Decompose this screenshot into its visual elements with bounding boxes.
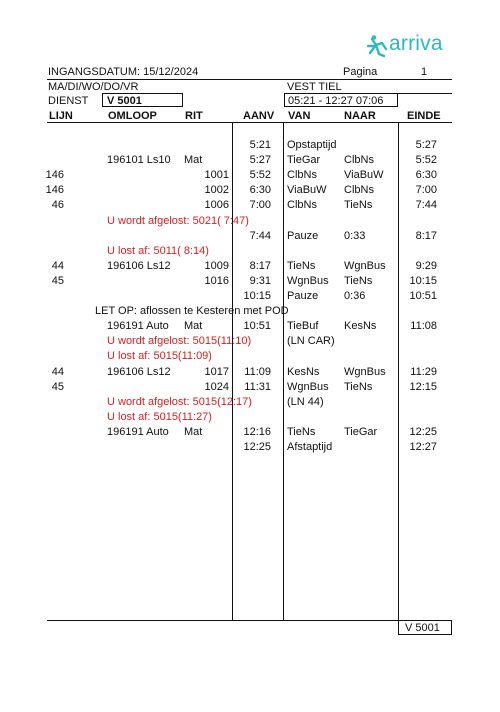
- cell-rit: 1017: [204, 366, 229, 378]
- cell-naar: TieGar: [344, 426, 378, 438]
- dagen: MA/DI/WO/DO/VR: [48, 81, 139, 93]
- cell-aanv: 6:30: [249, 184, 271, 196]
- cell-naar: 0:33: [344, 230, 366, 242]
- locatie: VEST TIEL: [287, 81, 342, 93]
- row-note: LET OP: aflossen te Kesteren met POD: [95, 305, 289, 317]
- row-note: U wordt afgelost: 5015(11:10): [107, 335, 252, 347]
- col-van: VAN: [288, 110, 311, 122]
- cell-van: (LN CAR): [287, 335, 335, 347]
- cell-aanv: 5:27: [249, 154, 271, 166]
- cell-einde: 9:29: [415, 260, 437, 272]
- header-line: [47, 79, 452, 80]
- dienst-nummer: V 5001: [107, 95, 142, 107]
- cell-aanv: 10:15: [243, 290, 271, 302]
- cell-aanv: 8:17: [249, 260, 271, 272]
- cell-naar: ViaBuW: [344, 169, 384, 181]
- cell-rit: Mat: [184, 426, 203, 438]
- cell-naar: TieNs: [344, 275, 373, 287]
- cell-van: (LN 44): [287, 396, 324, 408]
- cell-rit: 1006: [204, 199, 229, 211]
- row-note: U lost af: 5015(11:09): [107, 350, 212, 362]
- cell-aanv: 12:16: [243, 426, 271, 438]
- cell-aanv: 9:31: [249, 275, 271, 287]
- cell-van: ViaBuW: [287, 184, 327, 196]
- brand-name: arriva: [389, 32, 443, 55]
- cell-naar: 0:36: [344, 290, 366, 302]
- cell-aanv: 7:44: [249, 230, 271, 242]
- col-naar: NAAR: [344, 110, 376, 122]
- cell-rit: 1002: [204, 184, 229, 196]
- cell-einde: 7:44: [415, 199, 437, 211]
- cell-einde: 7:00: [415, 184, 437, 196]
- cell-van: Pauze: [287, 230, 319, 242]
- cell-lijn: 44: [51, 366, 64, 378]
- cell-einde: 12:25: [409, 426, 437, 438]
- cell-aanv: 11:31: [244, 381, 271, 393]
- cell-einde: 11:08: [410, 320, 437, 332]
- cell-van: KesNs: [287, 366, 320, 378]
- cell-einde: 10:15: [409, 275, 437, 287]
- cell-rit: Mat: [184, 154, 203, 166]
- cell-einde: 8:17: [415, 230, 437, 242]
- cell-lijn: 45: [51, 381, 64, 393]
- cell-omloop: 196101 Ls10: [107, 154, 171, 166]
- cell-van: ClbNs: [287, 169, 317, 181]
- cell-van: TieNs: [287, 260, 316, 272]
- cell-rit: 1009: [204, 260, 229, 272]
- cell-omloop: 196106 Ls12: [107, 366, 171, 378]
- cell-van: WgnBus: [287, 381, 329, 393]
- dienst-tijden: 05:21 - 12:27 07:06: [288, 95, 384, 107]
- dienst-label: DIENST: [48, 95, 89, 107]
- cell-naar: ClbNs: [344, 184, 374, 196]
- cell-naar: ClbNs: [344, 154, 374, 166]
- row-note: U lost af: 5011( 8:14): [107, 245, 209, 257]
- col-lijn: LIJN: [49, 110, 73, 122]
- cell-omloop: 196191 Auto: [107, 426, 169, 438]
- cell-aanv: 5:21: [249, 139, 271, 151]
- cell-lijn: 46: [51, 199, 64, 211]
- cell-van: Opstaptijd: [287, 139, 337, 151]
- cell-van: ClbNs: [287, 199, 317, 211]
- cell-rit: 1016: [204, 275, 229, 287]
- cell-rit: 1024: [204, 381, 229, 393]
- row-note: U lost af: 5015(11:27): [107, 411, 212, 423]
- cell-omloop: 196191 Auto: [107, 320, 169, 332]
- columns-line: [47, 122, 452, 123]
- cell-naar: KesNs: [344, 320, 377, 332]
- cell-aanv: 12:25: [243, 441, 271, 453]
- cell-aanv: 10:51: [243, 320, 271, 332]
- arriva-logo: [366, 32, 460, 60]
- cell-van: WgnBus: [287, 275, 329, 287]
- cell-rit: 1001: [204, 169, 229, 181]
- cell-van: TieNs: [287, 426, 316, 438]
- cell-lijn: 45: [51, 275, 64, 287]
- cell-einde: 12:15: [409, 381, 437, 393]
- ingangsdatum: INGANGSDATUM: 15/12/2024: [48, 66, 199, 78]
- row-note: U wordt afgelost: 5021( 7:47): [107, 215, 249, 227]
- cell-aanv: 11:09: [244, 366, 271, 378]
- cell-van: TieGar: [287, 154, 321, 166]
- cell-van: Afstaptijd: [287, 441, 333, 453]
- cell-einde: 10:51: [409, 290, 437, 302]
- cell-naar: WgnBus: [344, 366, 386, 378]
- col-einde: EINDE: [407, 110, 441, 122]
- footer-dienst-nummer: V 5001: [405, 622, 440, 634]
- cell-lijn: 44: [51, 260, 64, 272]
- table-bottom-line: [47, 620, 452, 621]
- cell-aanv: 7:00: [249, 199, 271, 211]
- cell-naar: TieNs: [344, 381, 373, 393]
- pagina-nummer: 1: [421, 66, 428, 78]
- cell-naar: WgnBus: [344, 260, 386, 272]
- cell-naar: TieNs: [344, 199, 373, 211]
- pagina-label: Pagina: [343, 66, 378, 78]
- col-omloop: OMLOOP: [108, 110, 157, 122]
- cell-van: Pauze: [287, 290, 319, 302]
- cell-lijn: 146: [45, 169, 64, 181]
- cell-rit: Mat: [184, 320, 203, 332]
- cell-lijn: 146: [45, 184, 64, 196]
- cell-einde: 5:27: [415, 139, 437, 151]
- arriva-figure-icon: [366, 34, 388, 58]
- col-aanv: AANV: [243, 110, 275, 122]
- col-rit: RIT: [185, 110, 203, 122]
- cell-aanv: 5:52: [249, 169, 271, 181]
- cell-einde: 11:29: [410, 366, 437, 378]
- cell-omloop: 196106 Ls12: [107, 260, 171, 272]
- cell-van: TieBuf: [287, 320, 319, 332]
- cell-einde: 5:52: [415, 154, 437, 166]
- cell-einde: 6:30: [415, 169, 437, 181]
- cell-einde: 12:27: [409, 441, 437, 453]
- row-note: U wordt afgelost: 5015(12:17): [107, 396, 252, 408]
